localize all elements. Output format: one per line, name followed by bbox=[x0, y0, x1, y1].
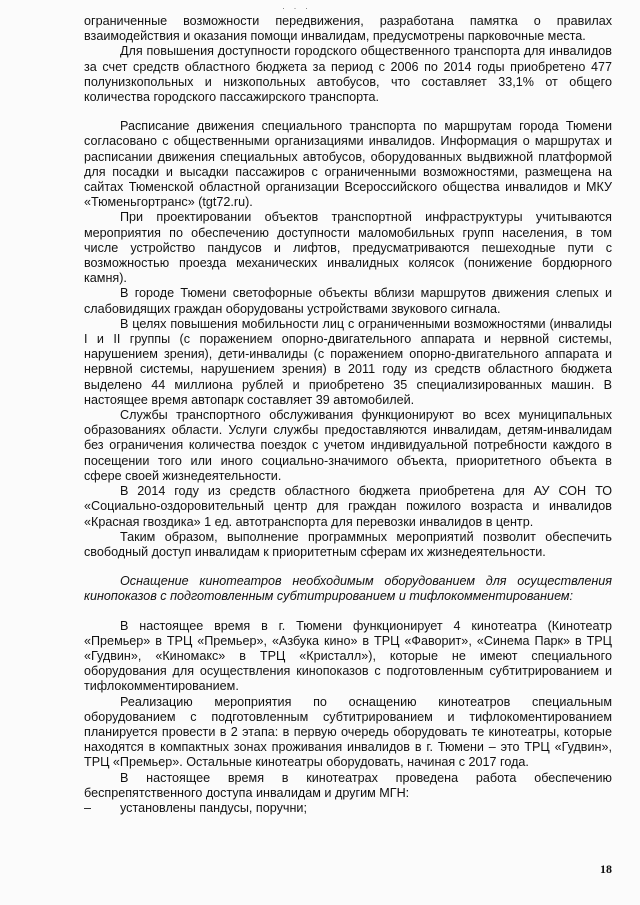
paragraph: ограниченные возможности передвижения, разработана памятка о правилах взаимодействия и оказания помощи инвалидам, предусмотрены парковочные места. bbox=[84, 14, 612, 44]
paragraph: Для повышения доступности городского общественного транспорта для инвалидов за счет средств областного бюджета за период с 2006 по 2014 годы приобретено 477 полунизкопольных и низкопольных автобусов, что составляет 33,1% от общего количества городского пассажирского транспорта. bbox=[84, 44, 612, 105]
paragraph: Реализацию мероприятия по оснащению кинотеатров специальным оборудованием с подготовленным субтитрированием и тифлокоментированием планируется провести в 2 этапа: в первую очередь оборудовать те кинотеатры, которые находятся в компактных зонах проживания инвалидов в г. Тюмени – это ТРЦ «Гудвин», ТРЦ «Премьер». Остальные кинотеатры оборудовать, начиная с 2017 года. bbox=[84, 694, 612, 770]
paragraph: В настоящее время в г. Тюмени функционирует 4 кинотеатра (Кинотеатр «Премьер» в ТРЦ «Премьер», «Азбука кино» в ТРЦ «Фаворит», «Синема Парк» в ТРЦ «Гудвин», «Киномакс» в ТРЦ «Кристалл»), которые не имеют специального оборудования для осуществления кинопоказов с подготовленным субтитрированием и тифлокомментированием. bbox=[84, 618, 612, 694]
paragraph: В целях повышения мобильности лиц с ограниченными возможностями (инвалиды I и II группы (с поражением опорно-двигательного аппарата и нервной системы, нарушением зрения), дети-инвалиды (с поражением опорно-двигательного аппарата и нервной системы, нарушением зрения) в 2011 году из средств областного бюджета выделено 44 миллиона рублей и приобретено 35 специализированных машин. В настоящее время автопарк составляет 39 автомобилей. bbox=[84, 316, 612, 407]
list-item bbox=[84, 801, 612, 816]
list-item-text: установлены пандусы, поручни; bbox=[120, 800, 307, 815]
page-number: 18 bbox=[600, 862, 612, 876]
list-dash: – bbox=[84, 800, 92, 815]
paragraph: При проектировании объектов транспортной инфраструктуры учитываются мероприятия по обеспечению доступности маломобильных групп населения, в том числе устройство пандусов и лифтов, предусматриваются пешеходные пути с возможностью проезда механических инвалидных колясок (понижение бордюрного камня). bbox=[84, 210, 612, 286]
document-body bbox=[84, 14, 612, 816]
paragraph: Расписание движения специального транспорта по маршрутам города Тюмени согласовано с общественными организациями инвалидов. Информация о маршрутах и расписании движения специальных автобусов, оборудованных выдвижной платформой для посадки и высадки пассажиров с ограниченными возможностями, размещена на сайтах Тюменской областной организации Всероссийского общества инвалидов и МКУ «Тюменьгортранс» (tgt72.ru). bbox=[84, 119, 612, 210]
paragraph: В городе Тюмени светофорные объекты вблизи маршрутов движения слепых и слабовидящих граждан оборудованы устройствами звукового сигнала. bbox=[84, 286, 612, 316]
paragraph: В настоящее время в кинотеатрах проведена работа обеспечению беспрепятственного доступа инвалидам и другим МГН: bbox=[84, 770, 612, 800]
paragraph: Таким образом, выполнение программных мероприятий позволит обеспечить свободный доступ инвалидам к приоритетным сферам их жизнедеятельности. bbox=[84, 529, 612, 559]
paragraph: Службы транспортного обслуживания функционируют во всех муниципальных образованиях области. Услуги службы предоставляются инвалидам, детям-инвалидам без ограничения количества поездок с учетом индивидуальной потребности каждого в посещении того или иного социально-значимого объекта, приоритетного объекта в сфере своей жизнедеятельности. bbox=[84, 408, 612, 483]
section-heading: Оснащение кинотеатров необходимым оборудованием для осуществления кинопоказов с подготовленным субтитрированием и тифлокомментированием: bbox=[84, 574, 612, 604]
scan-artifact: · · · bbox=[282, 3, 311, 13]
paragraph: В 2014 году из средств областного бюджета приобретена для АУ СОН ТО «Социально-оздоровительный центр для граждан пожилого возраста и инвалидов «Красная гвоздика» 1 ед. автотранспорта для перевозки инвалидов в центр. bbox=[84, 484, 612, 529]
